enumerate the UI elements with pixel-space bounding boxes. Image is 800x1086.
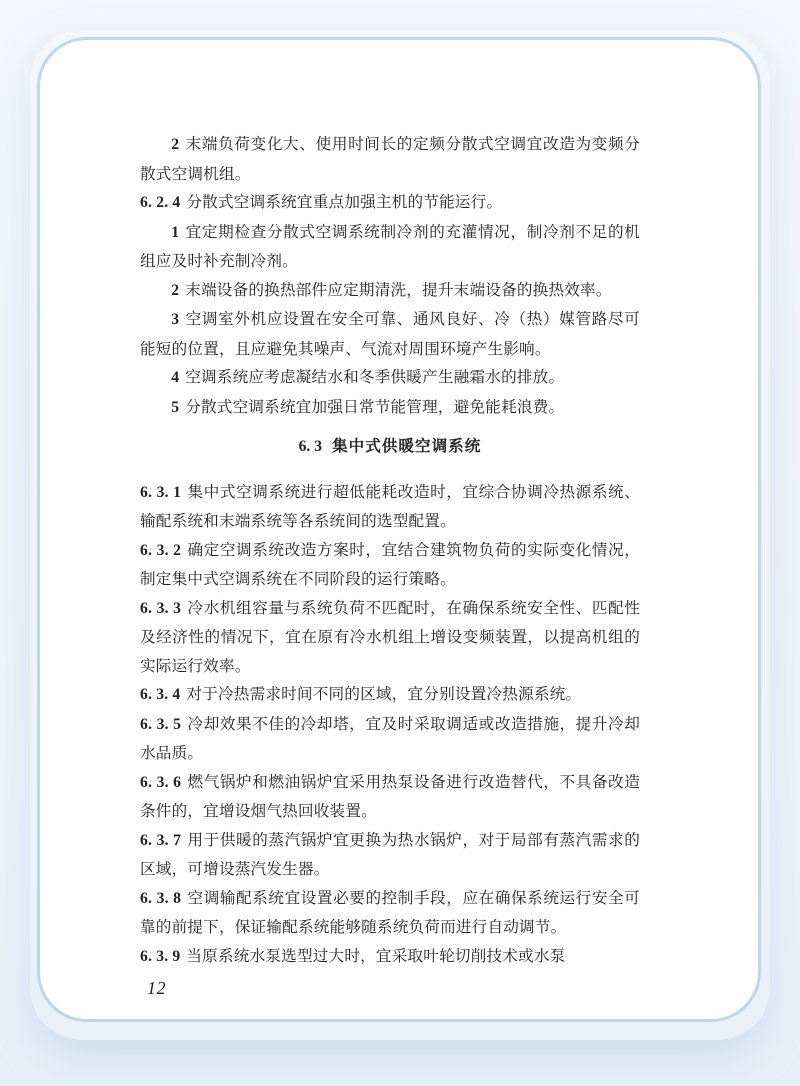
clause-number: 6. 3. 4	[140, 686, 181, 703]
clause-text: 空调输配系统宜设置必要的控制手段，应在确保系统运行安全可靠的前提下，保证输配系统能够随系统负荷而进行自动调节。	[140, 888, 640, 936]
item-number: 5	[171, 398, 180, 416]
list-item	[140, 218, 640, 276]
clause-text: 对于冷热需求时间不同的区域，宜分别设置冷热源系统。	[186, 685, 582, 703]
page-number: 12	[147, 978, 166, 998]
clause-number: 6. 3. 7	[140, 831, 182, 849]
item-text: 末端设备的换热部件应定期清洗，提升末端设备的换热效率。	[185, 280, 612, 299]
clause-number: 6. 2. 4	[140, 194, 181, 211]
clause-6-3-6	[140, 768, 640, 826]
page-content	[140, 130, 640, 971]
section-title: 集中式供暖空调系统	[332, 437, 482, 455]
clause-text: 分散式空调系统宜重点加强主机的节能运行。	[186, 193, 503, 211]
clause-6-3-2	[140, 536, 640, 594]
clause-number: 6. 3. 5	[140, 715, 182, 733]
clause-text: 集中式空调系统进行超低能耗改造时，宜综合协调冷热源系统、输配系统和末端系统等各系统间的选型配置。	[140, 482, 640, 530]
clause-number: 6. 3. 1	[140, 483, 182, 501]
document-page	[37, 37, 761, 1022]
clause-6-3-1	[140, 478, 640, 536]
item-text: 分散式空调系统宜加强日常节能管理，避免能耗浪费。	[185, 397, 565, 416]
clause-text: 燃气锅炉和燃油锅炉宜采用热泵设备进行改造替代，不具备改造条件的，宜增设烟气热回收装置。	[140, 772, 640, 820]
item-number: 2	[171, 136, 180, 153]
clause-6-3-5	[140, 710, 640, 768]
clause-6-2-4	[140, 188, 640, 218]
list-item	[140, 393, 640, 423]
item-number: 4	[171, 369, 180, 386]
clause-6-3-7	[140, 826, 640, 884]
list-item	[140, 305, 640, 363]
clause-text: 冷水机组容量与系统负荷不匹配时，在确保系统安全性、匹配性及经济性的情况下，宜在原有冷水机组上增设变频装置，以提高机组的实际运行效率。	[140, 598, 640, 675]
clause-number: 6. 3. 8	[140, 889, 182, 907]
clause-6-3-8	[140, 884, 640, 942]
item-text: 空调室外机应设置在安全可靠、通风良好、冷（热）媒管路尽可能短的位置，且应避免其噪声、气流对周围环境产生影响。	[140, 310, 640, 358]
item-number: 1	[171, 223, 180, 241]
clause-number: 6. 3. 6	[140, 773, 182, 791]
item-text: 空调系统应考虑凝结水和冬季供暖产生融霜水的排放。	[185, 368, 565, 386]
section-number: 6. 3	[298, 438, 323, 455]
item-number: 3	[171, 311, 180, 328]
clause-text: 冷却效果不佳的冷却塔，宜及时采取调适或改造措施，提升冷却水品质。	[140, 714, 640, 762]
clause-number: 6. 3. 9	[140, 947, 181, 965]
section-heading	[140, 432, 640, 462]
clause-number: 6. 3. 2	[140, 541, 182, 559]
item-text: 宜定期检查分散式空调系统制冷剂的充灌情况，制冷剂不足的机组应及时补充制冷剂。	[140, 222, 640, 270]
item-number: 2	[171, 281, 180, 299]
clause-6-3-3	[140, 594, 640, 681]
list-item	[140, 363, 640, 393]
clause-6-3-4	[140, 680, 640, 710]
clause-text: 当原系统水泵选型过大时，宜采取叶轮切削技术或水泵	[186, 946, 566, 965]
clause-6-3-9	[140, 942, 640, 972]
clause-text: 确定空调系统改造方案时，宜结合建筑物负荷的实际变化情况，制定集中式空调系统在不同阶段的运行策略。	[140, 540, 640, 588]
list-item	[140, 130, 640, 188]
clause-text: 用于供暖的蒸汽锅炉宜更换为热水锅炉，对于局部有蒸汽需求的区域，可增设蒸汽发生器。	[140, 830, 640, 878]
clause-number: 6. 3. 3	[140, 599, 182, 617]
item-text: 末端负荷变化大、使用时间长的定频分散式空调宜改造为变频分散式空调机组。	[140, 135, 640, 183]
list-item	[140, 276, 640, 306]
